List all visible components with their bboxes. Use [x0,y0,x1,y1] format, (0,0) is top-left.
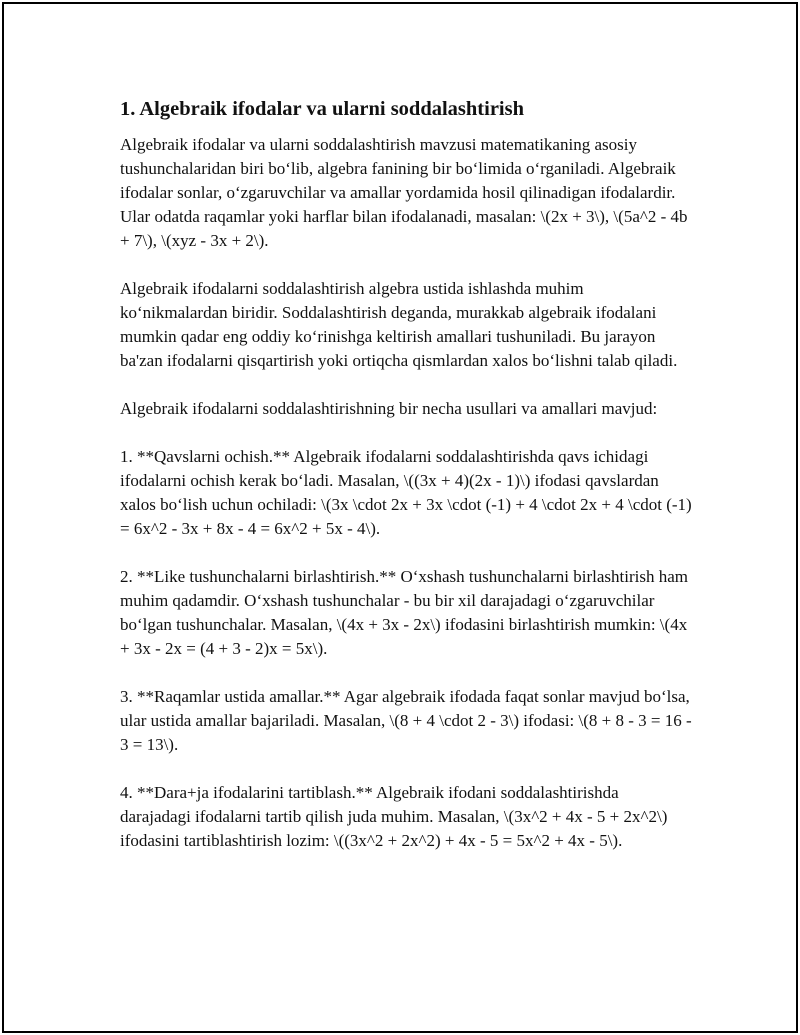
paragraph-method-4: 4. **Dara+ja ifodalarini tartiblash.** Algebraik ifodani soddalashtirishda darajadagi ifodalarni tartib qilish juda muhim. Masalan, \(3x^2 + 4x - 5 + 2x^2\) ifodasini tartiblashtirish lozim: \((3x^2 + 2x^2) + 4x - 5 = 5x^2 + 4x - 5\). [120,783,668,850]
paragraph-method-2: 2. **Like tushunchalarni birlashtirish.** O‘xshash tushunchalarni birlashtirish ham muhim qadamdir. O‘xshash tushunchalar - bu bir xil darajadagi o‘zgaruvchilar bo‘lgan tushunchalar. Masalan, \(4x + 3x - 2x\) ifodasini birlashtirish mumkin: \(4x + 3x - 2x = (4 + 3 - 2)x = 5x\). [120,567,688,658]
paragraph-simplification: Algebraik ifodalarni soddalashtirish algebra ustida ishlashda muhim ko‘nikmalardan biridir. Soddalashtirish deganda, murakkab algebraik ifodalani mumkin qadar eng oddiy ko‘rinishga keltirish amallari tushuniladi. Bu jarayon ba'zan ifodalarni qisqartirish yoki ortiqcha qismlardan xalos bo‘lishni talab qiladi. [120,279,678,370]
paragraph-method-1: 1. **Qavslarni ochish.** Algebraik ifodalarni soddalashtirishda qavs ichidagi ifodalarni ochish kerak bo‘ladi. Masalan, \((3x + 4)(2x - 1)\) ifodasi qavslardan xalos bo‘lish uchun ochiladi: \(3x \cdot 2x + 3x \cdot (-1) + 4 \cdot 2x + 4 \cdot (-1) = 6x^2 - 3x + 8x - 4 = 6x^2 + 5x - 4\). [120,447,692,538]
document-body [120,97,692,877]
paragraph-method-3: 3. **Raqamlar ustida amallar.** Agar algebraik ifodada faqat sonlar mavjud bo‘lsa, ular ustida amallar bajariladi. Masalan, \(8 + 4 \cdot 2 - 3\) ifodasi: \(8 + 8 - 3 = 16 - 3 = 13\). [120,687,692,754]
section-heading: 1. Algebraik ifodalar va ularni soddalashtirish [120,98,525,120]
paragraph-intro: Algebraik ifodalar va ularni soddalashtirish mavzusi matematikaning asosiy tushunchalaridan biri bo‘lib, algebra fanining bir bo‘limida o‘rganiladi. Algebraik ifodalar sonlar, o‘zgaruvchilar va amallar yordamida hosil qilinadigan ifodalardir. Ular odatda raqamlar yoki harflar bilan ifodalanadi, masalan: \(2x + 3\), \(5a^2 - 4b + 7\), \(xyz - 3x + 2\). [120,135,688,250]
page-frame [2,2,798,1033]
paragraph-methods-intro: Algebraik ifodalarni soddalashtirishning bir necha usullari va amallari mavjud: [120,399,658,418]
